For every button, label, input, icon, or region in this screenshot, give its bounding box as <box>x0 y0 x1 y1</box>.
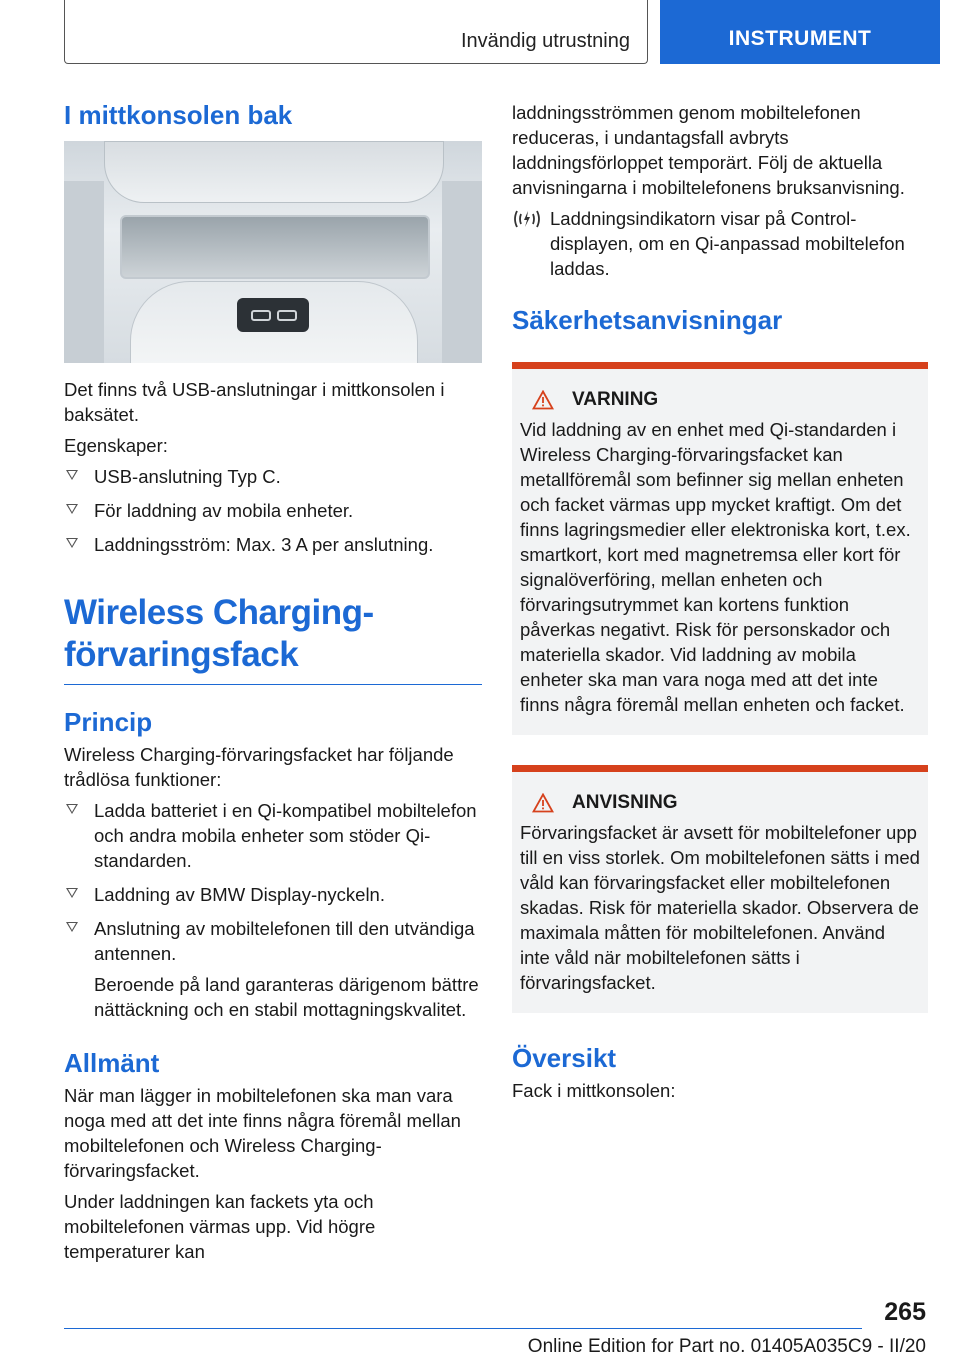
page-number: 265 <box>884 1298 926 1326</box>
warning-triangle-icon <box>532 390 554 410</box>
warning-triangle-icon <box>532 793 554 813</box>
warning-text: Vid laddning av en enhet med Qi-standarden i Wireless Charging-förvaringsfacket kan metallföremål som befinner sig mellan enheten och facket värmas upp mycket kraftigt. Om det finns lagringsmedier eller elektroniska kort, t.ex. smartkort, kort med magnetremsa eller kort för signalöverföring, mellan enheten och förvaringsutrymmet kan kortens funktion påverkas negativt. Risk för personskador och materiella skador. Vid laddning av mobila enheter ska man vara noga med att det inte finns några föremål mellan enheten och facket. <box>520 419 911 715</box>
heading-overview: Översikt <box>512 1043 617 1073</box>
photo-upper-panel <box>104 141 444 203</box>
list-item: Ladda batteriet i en Qi-kompatibel mobiltelefon och andra mobila enheter som stöder Qi-standarden. <box>64 798 482 873</box>
triangle-bullet-icon <box>66 504 78 514</box>
header-section-title: Invändig utrustning <box>460 30 630 52</box>
network-text: Beroende på land garanteras därigenom bättre nättäckning och en stabil mottagningskvalitet. <box>94 974 479 1020</box>
heading-rear-console: I mittkonsolen bak <box>64 100 293 130</box>
heading-rule <box>64 684 482 685</box>
triangle-bullet-icon <box>66 470 78 480</box>
list-item: För laddning av mobila enheter. <box>64 498 482 523</box>
left-column <box>64 100 482 1270</box>
footer-edition: Online Edition for Part no. 01405A035C9 - II/20 <box>527 1336 926 1357</box>
list-item: Laddning av BMW Display-nyckeln. <box>64 882 482 907</box>
list-item: Anslutning av mobiltelefonen till den utvändiga antennen. <box>64 916 482 966</box>
console-usb-photo <box>64 141 482 363</box>
functions-list <box>64 798 482 966</box>
overview-text: Fack i mittkonsolen: <box>512 1080 676 1101</box>
continued-text: laddningsströmmen genom mobiltelefonen reduceras, i undantagsfall avbryts laddningsförloppet temporärt. Följ de aktuella anvisningarna i mobiltelefonens bruksanvisning. <box>512 102 905 198</box>
warning-title: VARNING <box>520 389 920 411</box>
triangle-bullet-icon <box>66 922 78 932</box>
photo-seat-right <box>442 181 482 363</box>
general-text-1: När man lägger in mobiltelefonen ska man vara noga med att det inte finns några föremål mellan mobiltelefonen och Wireless Charging-förvaringsfacket. <box>64 1085 461 1181</box>
notice-box <box>512 765 928 1013</box>
heading-safety: Säkerhetsanvisningar <box>512 305 783 335</box>
heading-principle: Princip <box>64 707 153 737</box>
heading-wireless-charging: Wireless Charging-förvaringsfack <box>64 593 374 674</box>
triangle-bullet-icon <box>66 888 78 898</box>
heading-general: Allmänt <box>64 1048 160 1078</box>
usb-description: Det finns två USB-anslutningar i mittkonsolen i baksätet. <box>64 379 445 425</box>
wireless-charging-icon <box>512 208 542 230</box>
charging-indicator-note <box>512 206 928 287</box>
general-text-2: Under laddningen kan fackets yta och mobiltelefonen värmas upp. Vid högre temperaturer kan <box>64 1191 376 1262</box>
properties-label: Egenskaper: <box>64 435 168 456</box>
header-chapter-tab[interactable]: INSTRUMENT <box>660 0 940 64</box>
indicator-text: Laddningsindikatorn visar på Control-displayen, om en Qi-anpassad mobiltelefon laddas. <box>550 208 905 279</box>
list-item: Laddningsström: Max. 3 A per anslutning. <box>64 532 482 557</box>
usb-ports-icon <box>237 298 309 332</box>
photo-tray <box>120 215 430 279</box>
footer-rule <box>64 1328 862 1329</box>
list-item: USB-anslutning Typ C. <box>64 464 482 489</box>
warning-box <box>512 362 928 735</box>
photo-seat-left <box>64 181 104 363</box>
triangle-bullet-icon <box>66 804 78 814</box>
right-column <box>512 100 928 1109</box>
notice-text: Förvaringsfacket är avsett för mobiltelefoner upp till en viss storlek. Om mobiltelefonen sätts i med våld kan förvaringsfacket eller mobiltelefonen skadas. Risk för materiella skador. Observera de maximala måtten för mobiltelefonen. Använd inte våld när mobiltelefonen sätts i förvaringsfacket. <box>520 822 920 993</box>
principle-text: Wireless Charging-förvaringsfacket har följande trådlösa funktioner: <box>64 744 454 790</box>
triangle-bullet-icon <box>66 538 78 548</box>
notice-title: ANVISNING <box>520 792 920 814</box>
properties-list <box>64 464 482 557</box>
